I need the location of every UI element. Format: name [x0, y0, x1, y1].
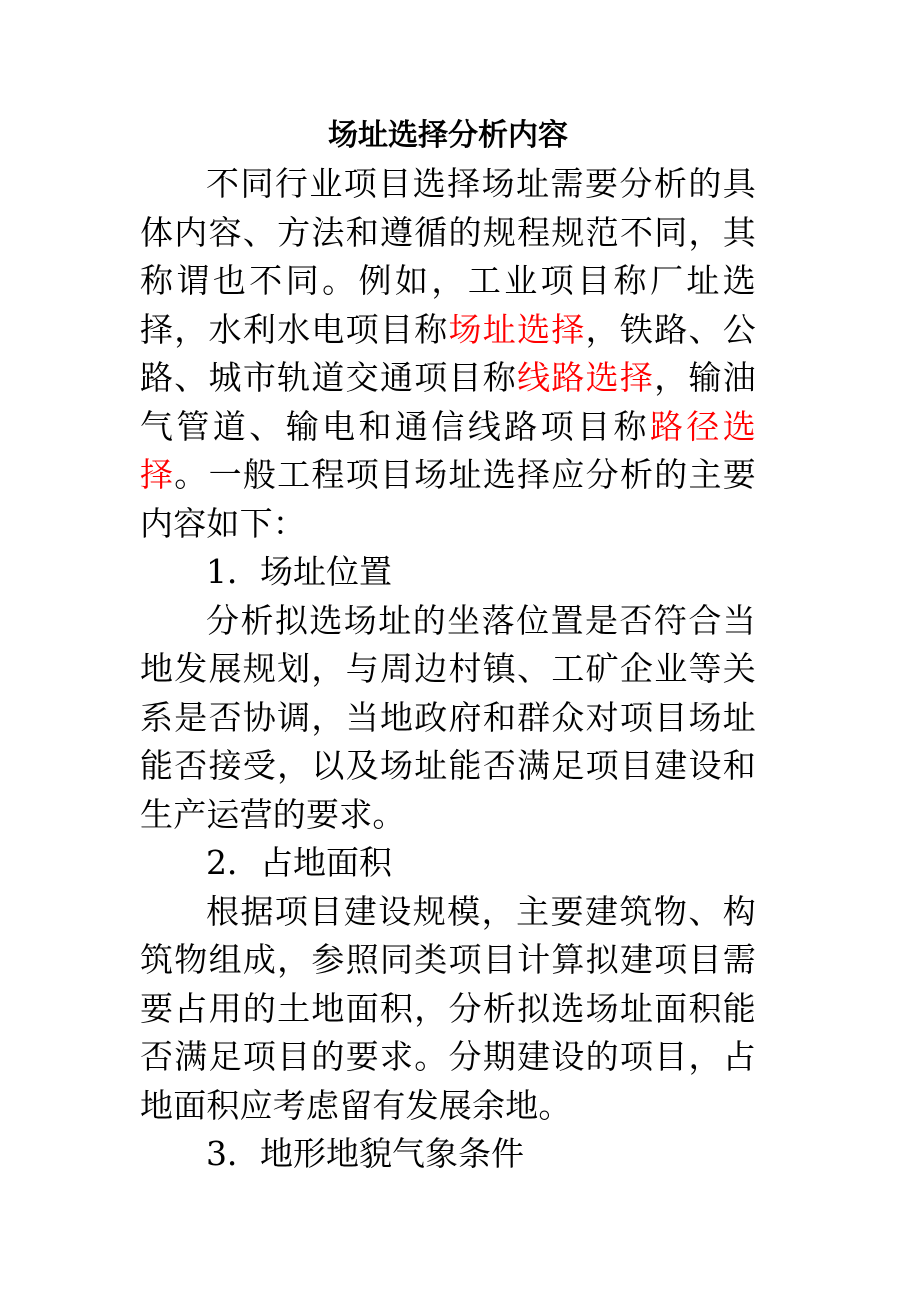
section-heading-location: 1．场址位置 [206, 552, 392, 591]
highlight-route-selection: 线路选择 [517, 358, 655, 397]
highlight-path-selection: 路径选择 [140, 406, 756, 494]
intro-text-4: 。一般工程项目场址选择应分析的主要内容如下： [140, 455, 757, 543]
highlight-site-selection: 场址选择 [448, 309, 586, 349]
document-page [140, 112, 756, 1179]
section-body-location: 分析拟选场址的坐落位置是否符合当地发展规划，与周边村镇、工矿企业等关系是否协调，当地政府和群众对项目场址能否接受，以及场址能否满足项目建设和生产运营的要求。 [140, 600, 756, 834]
section-heading-terrain: 3．地形地貌气象条件 [206, 1134, 524, 1173]
intro-text-3: ，输油气管道、输电和通信线路项目称 [140, 358, 756, 446]
intro-paragraph [140, 160, 756, 548]
intro-text-2: ，铁路、公路、城市轨道交通项目称 [140, 309, 756, 397]
section-body-area: 根据项目建设规模，主要建筑物、构筑物组成，参照同类项目计算拟建项目需要占用的土地面积，分析拟选场址面积能否满足项目的要求。分期建设的项目，占地面积应考虑留有发展余地。 [140, 891, 756, 1125]
intro-text-1: 不同行业项目选择场址需要分析的具体内容、方法和遵循的规程规范不同，其称谓也不同。例如，工业项目称厂址选择，水利水电项目称 [140, 164, 756, 349]
document-title: 场址选择分析内容 [328, 118, 568, 153]
section-heading-area: 2．占地面积 [206, 843, 392, 882]
